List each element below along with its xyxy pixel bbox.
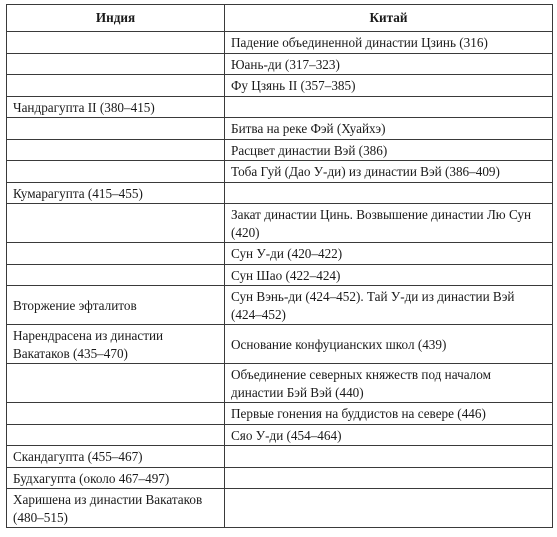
india-cell (7, 403, 225, 425)
india-cell (7, 243, 225, 265)
china-cell: Первые гонения на буддистов на севере (446) (225, 403, 553, 425)
india-cell: Кумарагупта (415–455) (7, 182, 225, 204)
india-cell: Харишена из династии Вакатаков (480–515) (7, 489, 225, 528)
india-cell (7, 53, 225, 75)
table-row (7, 446, 553, 468)
china-cell: Сяо У-ди (454–464) (225, 424, 553, 446)
india-cell (7, 204, 225, 243)
china-cell: Объединение северных княжеств под началом династии Бэй Вэй (440) (225, 364, 553, 403)
chronology-table (6, 4, 553, 528)
table-row (7, 403, 553, 425)
header-india: Индия (7, 5, 225, 32)
header-row (7, 5, 553, 32)
china-cell: Фу Цзянь II (357–385) (225, 75, 553, 97)
china-cell: Тоба Гуй (Дао У-ди) из династии Вэй (386–409) (225, 161, 553, 183)
table-row (7, 161, 553, 183)
china-cell (225, 446, 553, 468)
table-row (7, 467, 553, 489)
table-row (7, 96, 553, 118)
china-cell: Основание конфуцианских школ (439) (225, 325, 553, 364)
table-row (7, 264, 553, 286)
india-cell: Скандагупта (455–467) (7, 446, 225, 468)
table-row (7, 118, 553, 140)
india-cell (7, 32, 225, 54)
india-cell (7, 75, 225, 97)
china-cell: Сун У-ди (420–422) (225, 243, 553, 265)
china-cell (225, 489, 553, 528)
table-row (7, 75, 553, 97)
india-cell (7, 161, 225, 183)
india-cell (7, 364, 225, 403)
china-cell: Расцвет династии Вэй (386) (225, 139, 553, 161)
china-cell: Сун Шао (422–424) (225, 264, 553, 286)
table-row (7, 243, 553, 265)
china-cell: Битва на реке Фэй (Хуайхэ) (225, 118, 553, 140)
china-cell: Закат династии Цинь. Возвышение династии Лю Сун (420) (225, 204, 553, 243)
table-row (7, 286, 553, 325)
table-row (7, 32, 553, 54)
india-cell: Будхагупта (около 467–497) (7, 467, 225, 489)
table-row (7, 489, 553, 528)
china-cell: Падение объединенной династии Цзинь (316) (225, 32, 553, 54)
china-cell (225, 182, 553, 204)
header-china: Китай (225, 5, 553, 32)
table-row (7, 424, 553, 446)
china-cell: Юань-ди (317–323) (225, 53, 553, 75)
table-row (7, 139, 553, 161)
china-cell (225, 96, 553, 118)
india-cell (7, 118, 225, 140)
china-cell: Сун Вэнь-ди (424–452). Тай У-ди из династии Вэй (424–452) (225, 286, 553, 325)
table-row (7, 325, 553, 364)
table-row (7, 53, 553, 75)
india-cell (7, 264, 225, 286)
india-cell (7, 424, 225, 446)
table-row (7, 204, 553, 243)
india-cell: Нарендрасена из династии Вакатаков (435–470) (7, 325, 225, 364)
table-row (7, 364, 553, 403)
china-cell (225, 467, 553, 489)
india-cell: Вторжение эфталитов (7, 286, 225, 325)
table-row (7, 182, 553, 204)
india-cell: Чандрагупта II (380–415) (7, 96, 225, 118)
india-cell (7, 139, 225, 161)
